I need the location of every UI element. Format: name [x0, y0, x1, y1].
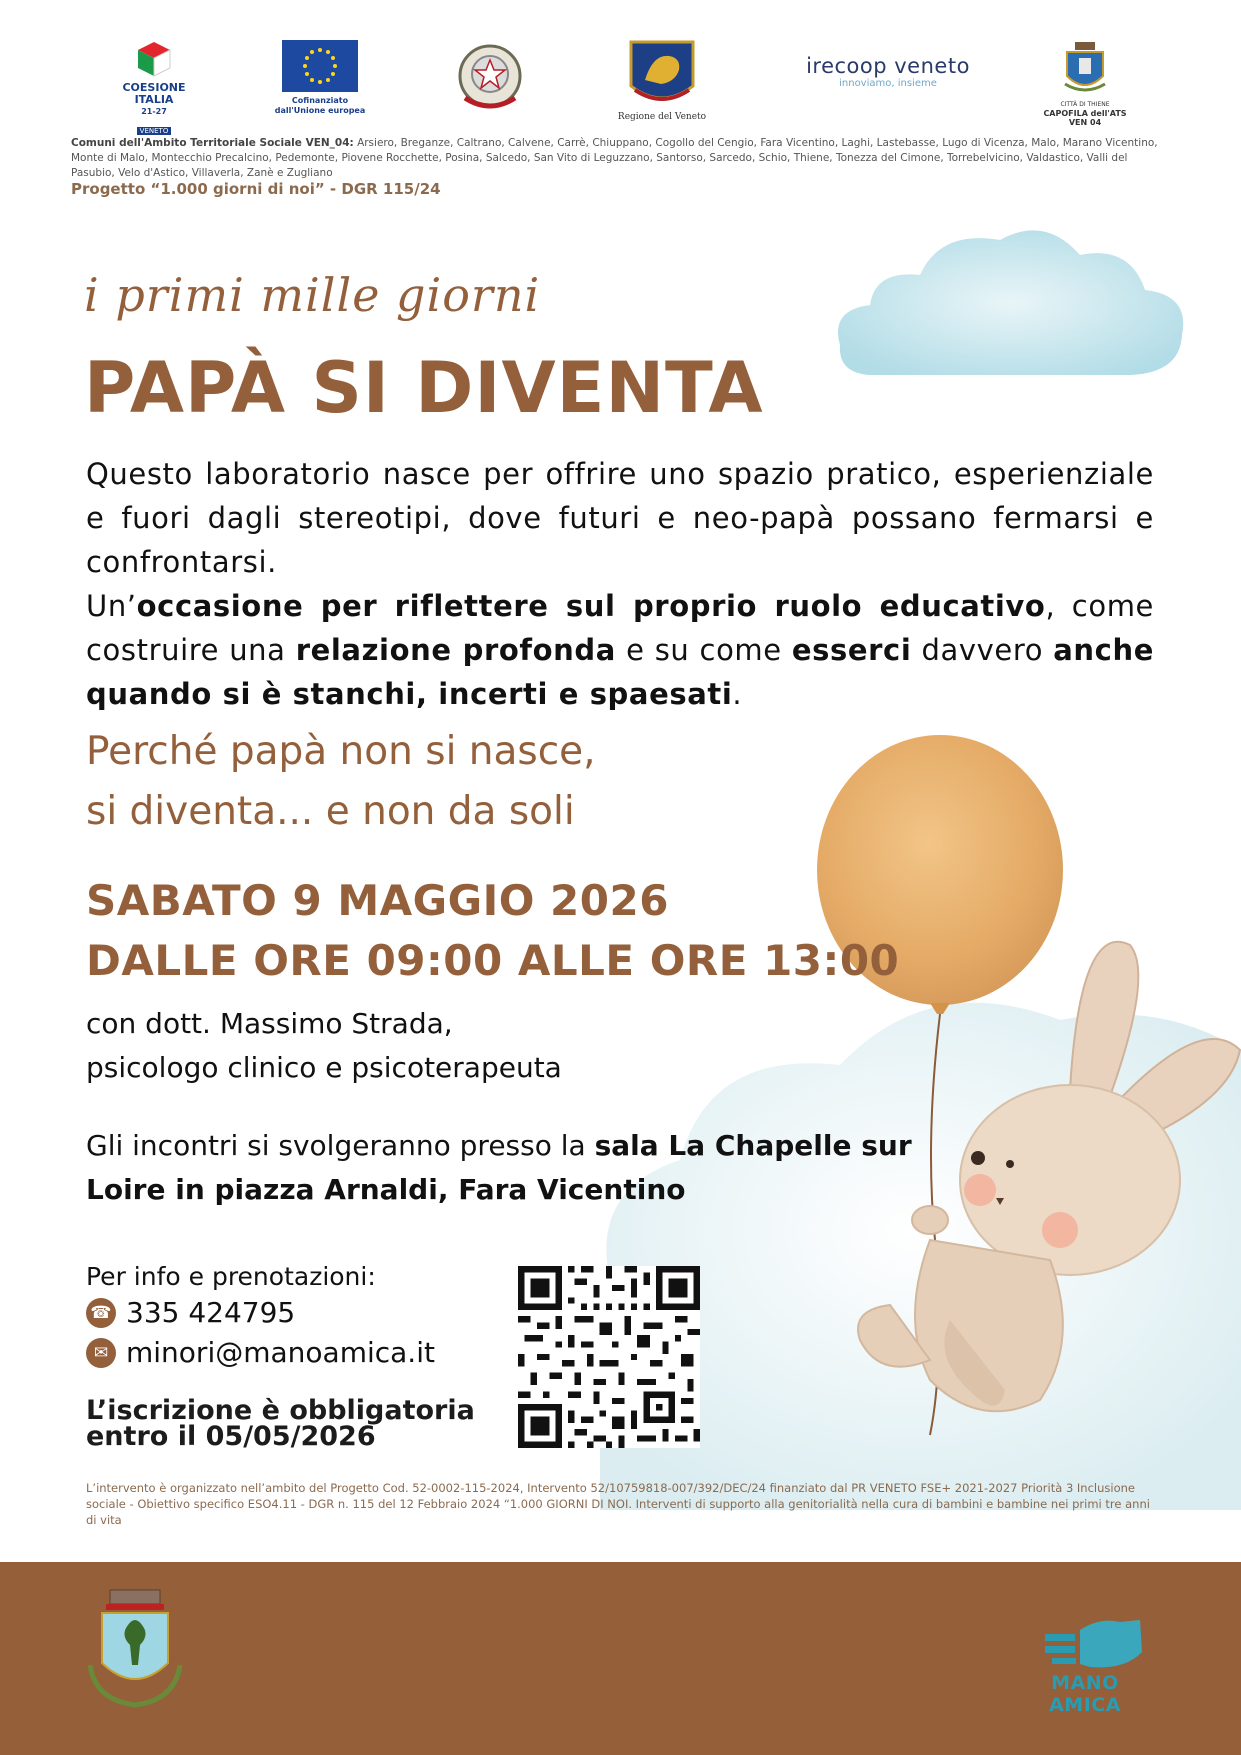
- phone-number: 335 424795: [126, 1296, 296, 1329]
- iscrizione-line-2: entro il 05/05/2026: [86, 1421, 376, 1452]
- ambito-comuni: Arsiero, Breganze, Caltrano, Calvene, Carrè, Chiuppano, Cogollo del Cengio, Fara Vicentino, Laghi, Lastebasse, Lugo di Vicenza, Malo, Marano Vicentino, Monte di Malo, Montecchio Precalcino, Pedemonte, Piovene Rocchette, Posina, Salcedo, San Vito di Leguzzano, Santorso, Sarcedo, Schio, Thiene, Tonezza del Cimone, Torrebelvicino, Valdastico, Valli del Pasubio, Velo d'Astico, Villaverla, Zanè e Zugliano: [71, 137, 1158, 179]
- logo-row: [100, 40, 1160, 135]
- event-date: SABATO 9 MAGGIO 2026: [86, 876, 669, 925]
- main-title: PAPÀ SI DIVENTA: [84, 347, 764, 429]
- paragraph-occasione: Un’occasione per riflettere sul proprio ruolo educativo, come costruire una relazione profonda e su come esserci davvero anche quando si è stanchi, incerti e spaesati.: [86, 589, 1154, 711]
- capofila-caption: CAPOFILA dell'ATS VEN 04: [1043, 109, 1127, 127]
- iscrizione-note: [86, 1395, 475, 1452]
- thiene-crest-icon: [1061, 40, 1109, 96]
- coesione-italia-logo: [114, 40, 194, 135]
- mano-amica-label: MANO AMICA: [1049, 1672, 1121, 1716]
- mano-amica-hand-icon: [1040, 1612, 1150, 1672]
- eu-logo: [270, 40, 370, 126]
- speaker-role: psicologo clinico e psicoterapeuta: [86, 1051, 562, 1084]
- phone-icon: ☎: [86, 1298, 116, 1328]
- veneto-lion-icon: [629, 40, 695, 108]
- phone-contact[interactable]: [86, 1296, 295, 1329]
- coesione-years: 21-27: [141, 107, 167, 116]
- script-title: i primi mille giorni: [84, 268, 541, 322]
- italian-emblem-icon: [455, 40, 525, 116]
- email-address: minori@manoamica.it: [126, 1336, 435, 1369]
- coesione-region: VENETO: [137, 127, 172, 135]
- paragraph-intro: Questo laboratorio nasce per offrire uno spazio pratico, esperienziale e fuori dagli stereotipi, dove futuri e neo-papà possano fermarsi e confrontarsi.: [86, 457, 1154, 579]
- speaker: [86, 1002, 562, 1090]
- capofila-city: CITTÀ DI THIENE: [1060, 101, 1110, 108]
- regione-veneto-logo: [612, 40, 712, 126]
- capofila-logo: [1035, 40, 1135, 126]
- iscrizione-line-1: L’iscrizione è obbligatoria: [86, 1395, 475, 1426]
- ambito-list: [71, 136, 1171, 181]
- funding-footnote: L’intervento è organizzato nell’ambito del Progetto Cod. 52-0002-115-2024, Intervento 52/10759818-007/392/DEC/24 finanziato dal PR VENETO FSE+ 2021-2027 Priorità 3 Inclusione sociale - Obiettivo specifico ESO4.11 - DGR n. 115 del 12 Febbraio 2024 “1.000 GIORNI DI NOI. Interventi di supporto alla genitorialità nella cura di bambini e bambine nei primi tre anni di vita: [86, 1481, 1150, 1527]
- ambito-label: Comuni dell'Ambito Territoriale Sociale VEN_04:: [71, 137, 354, 149]
- irecoop-logo: [788, 54, 988, 140]
- email-contact[interactable]: [86, 1336, 435, 1369]
- eu-caption: Cofinanziato dall'Unione europea: [274, 96, 366, 115]
- repubblica-emblem: [450, 40, 530, 126]
- info-heading: Per info e prenotazioni:: [86, 1262, 376, 1291]
- eu-flag-icon: [282, 40, 358, 92]
- progetto-line: Progetto “1.000 giorni di noi” - DGR 115/24: [71, 180, 441, 198]
- qr-code[interactable]: [518, 1266, 700, 1448]
- fara-vicentino-crest: [80, 1585, 190, 1715]
- veneto-caption: Regione del Veneto: [617, 112, 707, 122]
- event-time: DALLE ORE 09:00 ALLE ORE 13:00: [86, 936, 900, 985]
- body-text: [86, 452, 1154, 716]
- slogan-line-2: si diventa... e non da soli: [86, 789, 575, 834]
- slogan: [86, 722, 596, 842]
- irecoop-name: irecoop veneto: [806, 54, 970, 78]
- coesione-cube-icon: [134, 40, 174, 78]
- speaker-name: con dott. Massimo Strada,: [86, 1007, 453, 1040]
- mail-icon: ✉: [86, 1338, 116, 1368]
- irecoop-tagline: innoviamo, insieme: [839, 78, 937, 89]
- cloud-illustration: [830, 215, 1190, 415]
- coesione-title: COESIONE ITALIA: [122, 81, 186, 106]
- slogan-line-1: Perché papà non si nasce,: [86, 729, 596, 774]
- event-place: Gli incontri si svolgeranno presso la sala La Chapelle sur Loire in piazza Arnaldi, Fara Vicentino: [86, 1129, 912, 1206]
